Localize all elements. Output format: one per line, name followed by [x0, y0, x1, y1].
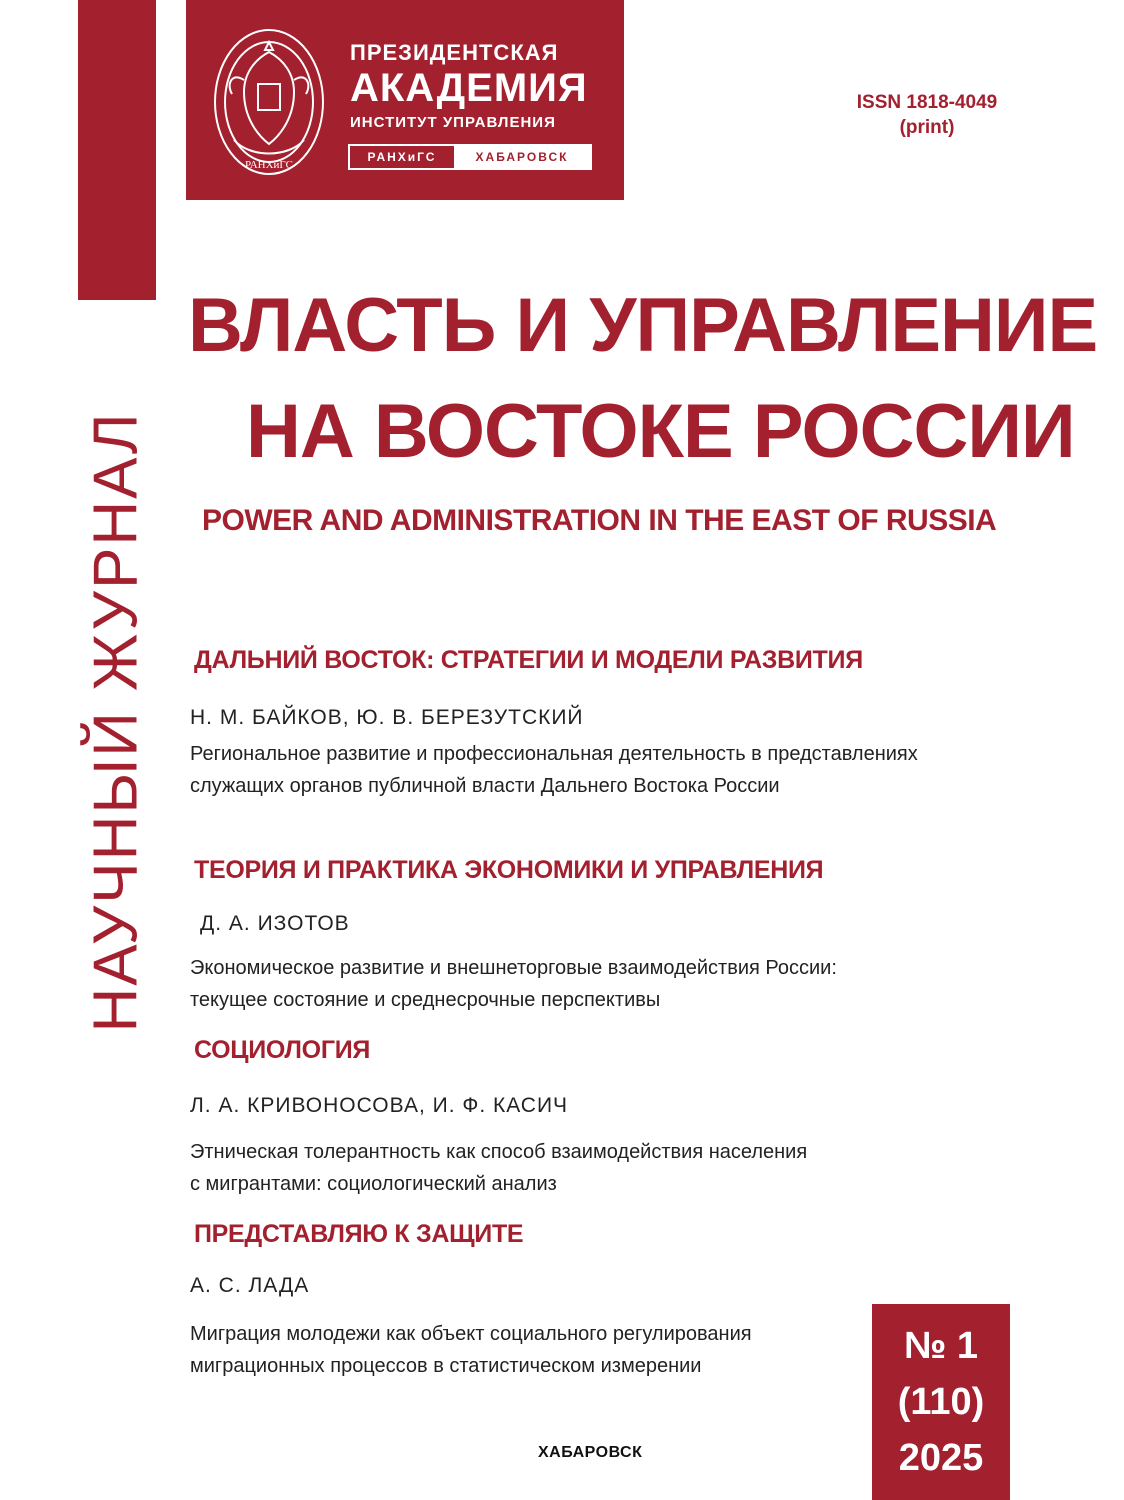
badge-ranepa: РАНХиГС [367, 150, 437, 164]
academy-logo-block [186, 0, 624, 200]
article-title: Миграция молодежи как объект социального регулирования миграционных процессов в статистическом измерении [190, 1323, 752, 1377]
section-authors: Л. А. КРИВОНОСОВА, И. Ф. КАСИЧ [190, 1094, 569, 1117]
double-headed-eagle-emblem-icon [210, 22, 328, 184]
issue-number-box [872, 1304, 1010, 1500]
journal-title-line1: ВЛАСТЬ И УПРАВЛЕНИЕ [188, 283, 1098, 368]
section-authors: Д. А. ИЗОТОВ [200, 912, 350, 935]
section-authors: Н. М. БАЙКОВ, Ю. В. БЕРЕЗУТСКИЙ [190, 706, 584, 729]
section-authors: А. С. ЛАДА [190, 1274, 310, 1297]
section-heading: ПРЕДСТАВЛЯЮ К ЗАЩИТЕ [194, 1220, 524, 1248]
journal-title-line2: НА ВОСТОКЕ РОССИИ [246, 389, 1075, 474]
section-heading: СОЦИОЛОГИЯ [194, 1036, 371, 1064]
publication-city: ХАБАРОВСК [538, 1444, 643, 1461]
issue-number: № 1 [903, 1325, 979, 1367]
svg-text:РАНХиГС: РАНХиГС [245, 159, 293, 171]
logo-badge [348, 144, 592, 170]
issn-type: (print) [899, 117, 955, 138]
vertical-journal-label: НАУЧНЫЙ ЖУРНАЛ [81, 411, 151, 1033]
section-heading: ТЕОРИЯ И ПРАКТИКА ЭКОНОМИКИ И УПРАВЛЕНИЯ [194, 856, 824, 884]
issn-number: ISSN 1818-4049 [856, 92, 998, 113]
issue-total: (110) [897, 1381, 985, 1423]
issn-block [852, 90, 1002, 140]
logo-line-presidential: ПРЕЗИДЕНТСКАЯ [350, 40, 559, 65]
article-title: Этническая толерантность как способ взаимодействия населения с мигрантами: социологический анализ [190, 1141, 808, 1195]
journal-title-english: POWER AND ADMINISTRATION IN THE EAST OF RUSSIA [202, 504, 997, 537]
badge-khabarovsk: ХАБАРОВСК [454, 146, 590, 168]
logo-line-institute: ИНСТИТУТ УПРАВЛЕНИЯ [350, 114, 556, 131]
logo-line-academy: АКАДЕМИЯ [350, 66, 588, 110]
article-title: Экономическое развитие и внешнеторговые взаимодействия России: текущее состояние и среднесрочные перспективы [190, 957, 837, 1011]
section-heading: ДАЛЬНИЙ ВОСТОК: СТРАТЕГИИ И МОДЕЛИ РАЗВИТИЯ [194, 646, 863, 674]
left-red-bar [78, 0, 156, 300]
issue-year: 2025 [898, 1437, 984, 1479]
article-title: Региональное развитие и профессиональная деятельность в представлениях служащих органов публичной власти Дальнего Востока России [190, 743, 918, 797]
